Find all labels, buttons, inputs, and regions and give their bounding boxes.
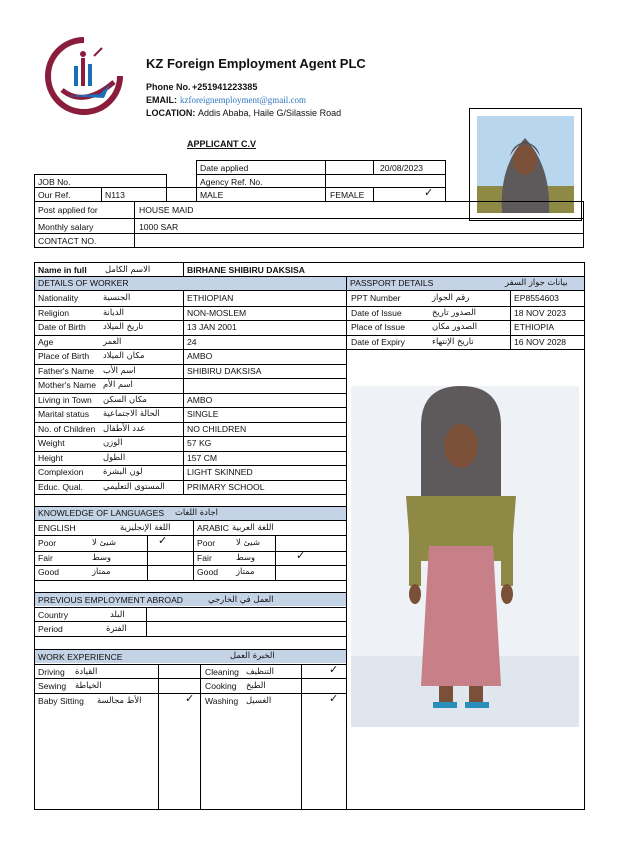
worker-field-value: 57 KG: [187, 438, 212, 448]
english-level-check-icon: ✓: [158, 535, 168, 547]
passport-field-label-ar: الصدور تاريخ: [432, 306, 476, 317]
worker-field-label-ar: تاريخ الميلاد: [103, 321, 144, 331]
skill-label: Sewing: [38, 681, 67, 691]
worker-field-label: Religion: [38, 307, 70, 318]
skill-check-icon: ✓: [185, 693, 195, 705]
worker-field-value: AMBO: [187, 394, 213, 405]
name-full-label: Name in full: [38, 265, 87, 275]
passport-field-label: Place of Issue: [351, 322, 405, 332]
abroad-title-ar: العمل في الخارجي: [208, 594, 274, 604]
col-divider: [183, 291, 184, 494]
english-label: ENGLISH: [38, 523, 76, 533]
passport-field-label: PPT Number: [351, 293, 401, 303]
worker-field-label-ar: الوزن: [103, 437, 123, 447]
worker-field-label: Date of Birth: [38, 322, 86, 332]
worker-field-label-ar: الديانة: [103, 306, 124, 317]
company-logo: [44, 36, 124, 116]
date-applied-value: 20/08/2023: [380, 163, 424, 173]
phone-value: +251941223385: [192, 82, 258, 92]
worker-field-label: Place of Birth: [38, 351, 90, 361]
languages-title: KNOWLEDGE OF LANGUAGES: [38, 508, 165, 518]
row-divider: [34, 378, 347, 379]
worker-field-label-ar: المستوى التعليمي: [103, 480, 165, 491]
row-divider: [34, 436, 347, 437]
passport-field-label: Date of Issue: [351, 307, 402, 318]
period-label: Period: [38, 624, 63, 634]
skill-label: Cleaning: [205, 667, 239, 677]
passport-field-value: ETHIOPIA: [514, 322, 555, 332]
location-value: Addis Ababa, Haile G/Silassie Road: [198, 108, 342, 118]
worker-field-value: SHIBIRU DAKSISA: [187, 365, 262, 376]
row-divider: [34, 335, 347, 336]
worker-field-value: AMBO: [187, 351, 213, 361]
female-check-icon: ✓: [424, 187, 434, 199]
post-applied-label: Post applied for: [38, 205, 98, 215]
row-divider: [34, 494, 347, 495]
applicant-full-body-photo: [351, 386, 579, 727]
lang-level-label-ar: شيئ لا: [92, 537, 116, 547]
monthly-salary-label: Monthly salary: [38, 222, 94, 232]
contact-no-label: CONTACT NO.: [38, 236, 97, 246]
email-link[interactable]: kzforeignemployment@gmail.com: [180, 95, 307, 105]
worker-field-label: Weight: [38, 438, 65, 448]
worker-field-label: Height: [38, 452, 63, 463]
lang-level-label: Poor: [197, 538, 216, 548]
applicant-portrait-frame: [469, 108, 582, 221]
female-label: FEMALE: [330, 190, 365, 200]
agency-ref-label: Agency Ref. No.: [200, 177, 263, 187]
languages-title-ar: اجادة اللغات: [175, 507, 218, 517]
row-divider: [34, 465, 347, 466]
worker-field-value: LIGHT SKINNED: [187, 467, 253, 477]
passport-details-title: PASSPORT DETAILS: [350, 278, 434, 288]
row-divider: [34, 565, 347, 566]
worker-field-label: Age: [38, 336, 54, 347]
passport-details-title-ar: بيانات جواز السفر: [505, 277, 568, 287]
skill-label-ar: الغسيل: [246, 695, 272, 705]
lang-level-label-ar: وسط: [236, 551, 256, 562]
lang-level-label: Good: [197, 567, 219, 578]
row-divider: [34, 306, 347, 307]
worker-field-label: Marital status: [38, 409, 90, 419]
skill-label: Washing: [205, 696, 239, 706]
worker-field-value: PRIMARY SCHOOL: [187, 481, 265, 492]
worker-field-value: SINGLE: [187, 409, 219, 419]
passport-field-label-ar: الصدور مكان: [432, 321, 478, 331]
name-full-label-ar: الاسم الكامل: [105, 264, 151, 274]
arabic-label-ar: اللغة العربية: [232, 522, 274, 532]
location-label: LOCATION:: [146, 108, 196, 118]
row-divider: [34, 407, 347, 408]
phone-label: Phone No.: [146, 82, 191, 92]
page-title: APPLICANT C.V: [187, 139, 257, 149]
lang-level-label: Good: [38, 567, 60, 578]
english-label-ar: اللغة الإنجليزية: [120, 522, 171, 532]
skill-label-ar: الخياطة: [75, 680, 102, 690]
our-ref-label: Our Ref.: [38, 190, 71, 200]
passport-field-label-ar: تاريخ الإنتهاء: [432, 335, 474, 346]
skill-check-icon: ✓: [329, 664, 339, 676]
worker-field-label-ar: الجنسية: [103, 292, 131, 302]
skill-label-ar: القيادة: [75, 666, 98, 676]
worker-field-label-ar: الطول: [103, 451, 126, 462]
worker-details-title: DETAILS OF WORKER: [38, 278, 129, 288]
worker-field-label: Educ. Qual.: [38, 481, 83, 492]
email-label: EMAIL:: [146, 95, 177, 105]
passport-field-label: Date of Expiry: [351, 336, 405, 347]
passport-field-value: 16 NOV 2028: [514, 336, 567, 347]
lang-level-label-ar: شيئ لا: [236, 537, 260, 547]
worker-field-label-ar: الحالة الاجتماعية: [103, 408, 160, 418]
country-label: Country: [38, 610, 69, 620]
worker-field-value: ETHIOPIAN: [187, 293, 234, 303]
row-divider: [34, 364, 347, 365]
lang-level-label-ar: وسط: [92, 551, 112, 562]
male-label: MALE: [200, 190, 224, 200]
skill-label: Baby Sitting: [38, 696, 84, 706]
passport-field-value: EP8554603: [514, 293, 559, 303]
period-label-ar: الفترة: [106, 623, 127, 633]
skill-label: Cooking: [205, 681, 237, 691]
job-no-label: JOB No.: [38, 177, 71, 187]
passport-field-label-ar: رقم الجواز: [432, 292, 470, 302]
worker-field-label-ar: لون البشرة: [103, 466, 143, 476]
passport-field-value: 18 NOV 2023: [514, 307, 567, 318]
worker-field-label: No. of Children: [38, 423, 96, 434]
worker-field-label-ar: مكان الميلاد: [103, 350, 145, 360]
lang-level-label: Fair: [197, 552, 212, 563]
lang-level-label: Fair: [38, 552, 53, 563]
worker-field-label: Living in Town: [38, 394, 92, 405]
row-divider: [346, 349, 585, 350]
worker-field-label-ar: مكان السكن: [103, 393, 147, 404]
our-ref-value: N113: [105, 190, 125, 200]
worker-field-label: Complexion: [38, 467, 84, 477]
skill-check-icon: ✓: [329, 693, 339, 705]
worker-field-label-ar: اسم الأب: [103, 364, 136, 375]
row-divider: [34, 320, 347, 321]
skill-label: Driving: [38, 667, 65, 677]
worker-field-value: 13 JAN 2001: [187, 322, 237, 332]
skill-label-ar: الأط مجالسة: [97, 695, 142, 705]
skill-label-ar: التنظيف: [246, 666, 274, 676]
lang-level-label-ar: ممتاز: [236, 566, 255, 577]
skill-label-ar: الطبخ: [246, 680, 266, 690]
worker-field-label: Mother's Name: [38, 380, 96, 390]
experience-title: WORK EXPERIENCE: [38, 652, 123, 662]
applicant-portrait-photo: [477, 116, 574, 213]
worker-field-label: Father's Name: [38, 365, 95, 376]
col-divider: [510, 291, 511, 349]
worker-field-label-ar: العمر: [103, 335, 122, 346]
worker-field-label: Nationality: [38, 293, 79, 303]
name-full-value: BIRHANE SHIBIRU DAKSISA: [187, 265, 305, 275]
worker-field-label-ar: عدد الأطفال: [103, 422, 146, 433]
monthly-salary-value: 1000 SAR: [139, 222, 179, 232]
row-divider: [34, 422, 347, 423]
row-divider: [34, 451, 347, 452]
row-divider: [34, 349, 347, 350]
lang-level-label: Poor: [38, 538, 57, 548]
experience-title-ar: الخبرة العمل: [230, 650, 275, 660]
company-name: KZ Foreign Employment Agent PLC: [146, 56, 366, 71]
lang-level-label-ar: ممتاز: [92, 566, 111, 577]
date-applied-label: Date applied: [200, 163, 249, 173]
abroad-title: PREVIOUS EMPLOYMENT ABROAD: [38, 595, 184, 605]
row-divider: [34, 480, 347, 481]
worker-field-value: 24: [187, 336, 197, 347]
arabic-label: ARABIC: [197, 523, 229, 533]
post-applied-value: HOUSE MAID: [139, 205, 194, 215]
worker-field-value: NON-MOSLEM: [187, 307, 247, 318]
arabic-level-check-icon: ✓: [296, 549, 306, 562]
country-label-ar: البلد: [110, 609, 125, 619]
worker-field-value: 157 CM: [187, 452, 218, 463]
worker-field-label-ar: اسم الأم: [103, 379, 133, 389]
worker-field-value: NO CHILDREN: [187, 423, 247, 434]
row-divider: [34, 393, 347, 394]
